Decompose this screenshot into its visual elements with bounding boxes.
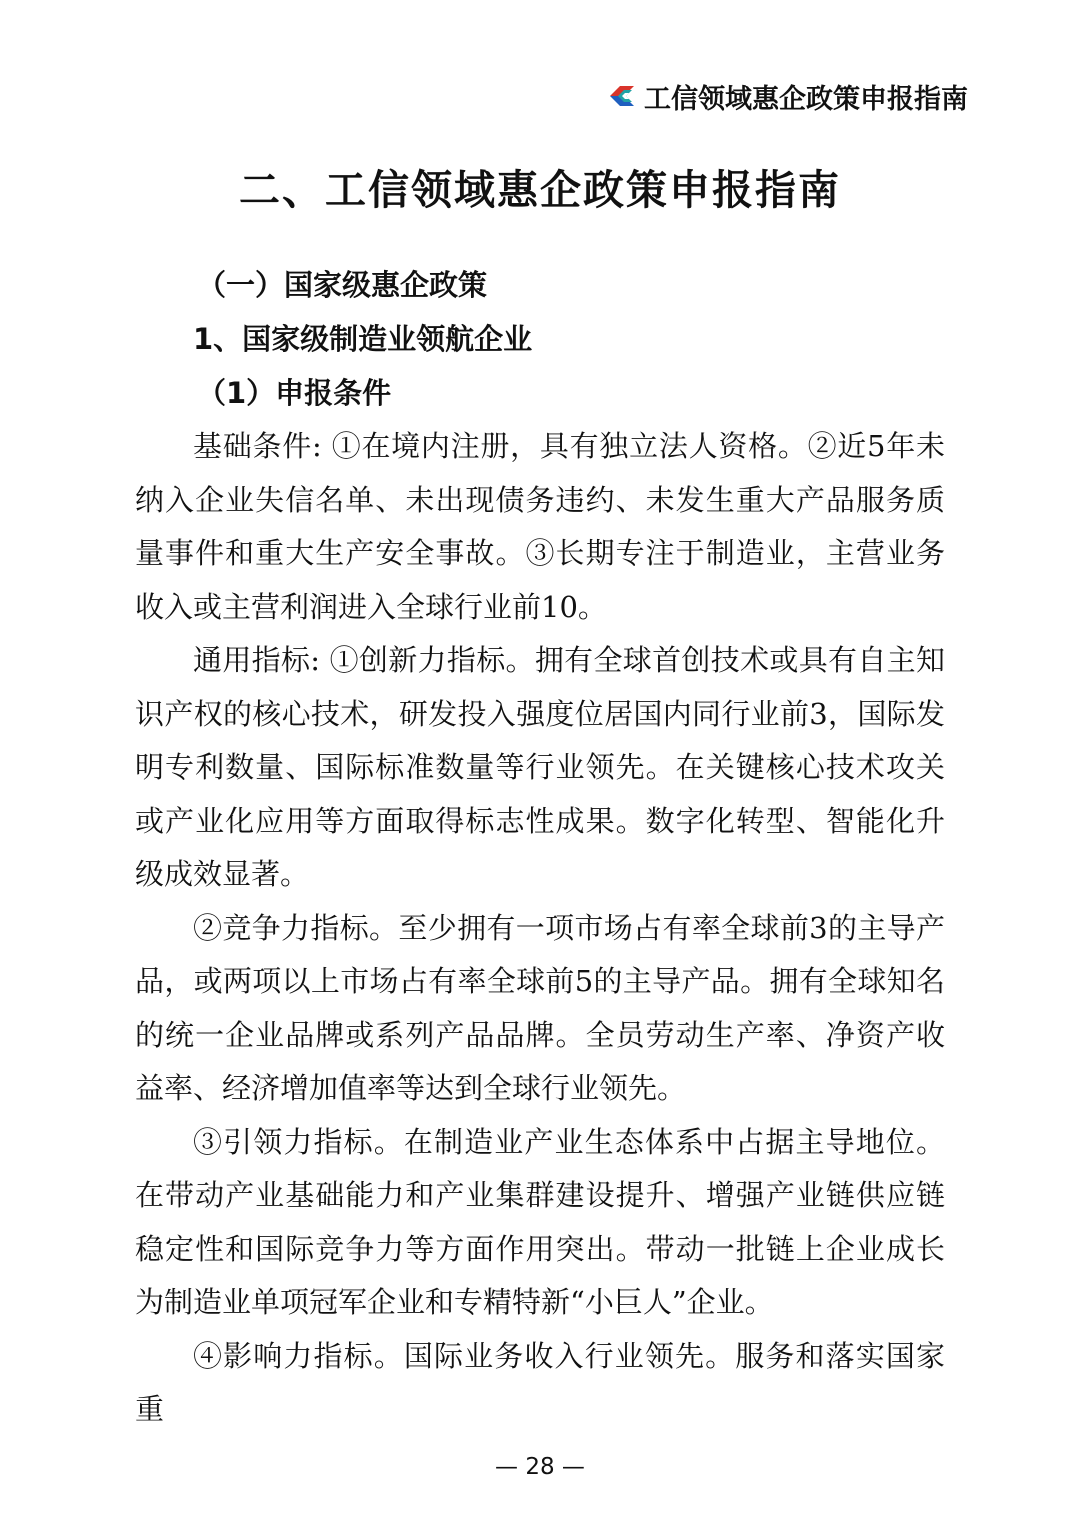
paragraph-basic-conditions: 基础条件: ①在境内注册，具有独立法人资格。②近5年未纳入企业失信名单、未出现债务违约、未发生重大产品服务质量事件和重大生产安全事故。③长期专注于制造业，主营业务收入或主营利润进入全球行业前10。 xyxy=(135,429,945,624)
paragraph-innovation-indicator: 通用指标: ①创新力指标。拥有全球首创技术或具有自主知识产权的核心技术，研发投入强度位居国内同行业前3，国际发明专利数量、国际标准数量等行业领先。在关键核心技术攻关或产业化应用等方面取得标志性成果。数字化转型、智能化升级成效显著。 xyxy=(135,643,945,891)
header-title: 工信领域惠企政策申报指南 xyxy=(644,83,968,115)
paragraph-influence-indicator: ④影响力指标。国际业务收入行业领先。服务和落实国家重 xyxy=(135,1338,945,1426)
document-body xyxy=(135,258,945,1437)
subsection-heading: （1）申报条件 xyxy=(197,376,392,410)
paragraph-competitiveness-indicator: ②竞争力指标。至少拥有一项市场占有率全球前3的主导产品，或两项以上市场占有率全球前5的主导产品。拥有全球知名的统一企业品牌或系列产品品牌。全员劳动生产率、净资产收益率、经济增加值率等达到全球行业领先。 xyxy=(135,910,945,1105)
page-title: 二、工信领域惠企政策申报指南 xyxy=(239,166,841,214)
section-heading: （一）国家级惠企政策 xyxy=(197,268,488,302)
item-heading: 1、国家级制造业领航企业 xyxy=(193,322,533,356)
guide-logo-icon xyxy=(606,80,638,112)
page-number: — 28 — xyxy=(495,1454,585,1480)
running-header xyxy=(606,74,968,118)
paragraph-leadership-indicator: ③引领力指标。在制造业产业生态体系中占据主导地位。在带动产业基础能力和产业集群建设提升、增强产业链供应链稳定性和国际竞争力等方面作用突出。带动一批链上企业成长为制造业单项冠军企业和专精特新“小巨人”企业。 xyxy=(135,1124,945,1319)
